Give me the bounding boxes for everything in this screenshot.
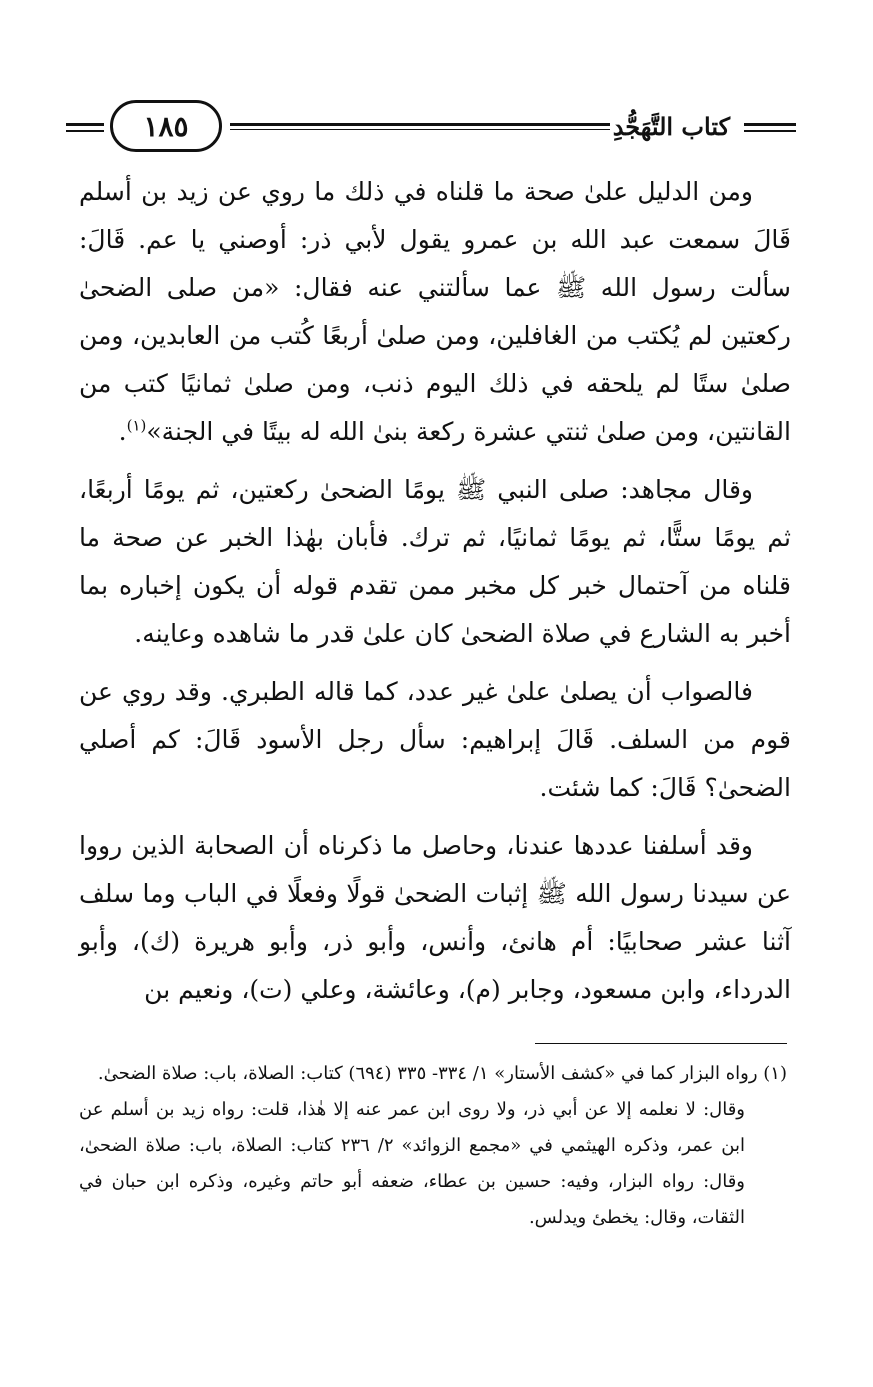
- paragraph: [79, 168, 791, 456]
- page-number: ١٨٥: [110, 100, 222, 152]
- paragraph-end: .: [118, 417, 127, 446]
- paragraph: وقد أسلفنا عددها عندنا، وحاصل ما ذكرناه أن الصحابة الذين رووا عن سيدنا رسول الله ﷺ إثبات الضحىٰ قولًا وفعلًا في الباب وما سلف آثنا عشر صحابيًا: أم هانئ، وأنس، وأبو ذر، وأبو هريرة (ك)، وأبو الدرداء، وابن مسعود، وجابر (م)، وعائشة، وعلي (ت)، ونعيم بن: [79, 831, 791, 1004]
- footnote-line: وقال: لا نعلمه إلا عن أبي ذر، ولا روى ابن عمر عنه إلا هٰذا، قلت: رواه زيد بن أسلم عن ابن عمر، وذكره الهيثمي في «مجمع الزوائد» ٢/ ٢٣٦ كتاب: الصلاة، باب: صلاة الضحىٰ، وقال: رواه البزار، وفيه: حسين بن عطاء، ضعفه أبو حاتم وغيره، وذكره ابن حبان في الثقات، وقال: يخطئ ويدلس.: [79, 1099, 745, 1228]
- running-title: كتاب التَّهَجُّدِ: [612, 112, 730, 141]
- paragraph: فالصواب أن يصلىٰ علىٰ غير عدد، كما قاله الطبري. وقد روي عن قوم من السلف. قَالَ إبراهيم: سأل رجل الأسود قَالَ: كم أصلي الضحىٰ؟ قَالَ: كما شئت.: [79, 677, 791, 802]
- page-header: [66, 96, 796, 160]
- paragraph-text: ومن الدليل علىٰ صحة ما قلناه في ذلك ما روي عن زيد بن أسلم قَالَ سمعت عبد الله بن عمرو يقول لأبي ذر: أوصني يا عم. قَالَ: سألت رسول الله ﷺ عما سألتني عنه فقال: «من صلى الضحىٰ ركعتين لم يُكتب من الغافلين، ومن صلىٰ أربعًا كُتب من العابدين، ومن صلىٰ ستًا لم يلحقه في ذلك اليوم ذنب، ومن صلىٰ ثمانيًا كتب من القانتين، ومن صلىٰ ثنتي عشرة ركعة بنىٰ الله له بيتًا في الجنة»: [79, 177, 791, 446]
- header-rule: [744, 130, 796, 132]
- header-rule: [744, 123, 796, 126]
- header-rule: [66, 130, 104, 132]
- footnote-reference[interactable]: (١): [126, 416, 147, 435]
- footnote-line: (١) رواه البزار كما في «كشف الأستار» ١/ ٣٣٤- ٣٣٥ (٦٩٤) كتاب: الصلاة، باب: صلاة الضحىٰ.: [97, 1063, 787, 1084]
- header-rule: [66, 123, 104, 126]
- main-text: [79, 168, 791, 1024]
- header-rule: [230, 123, 610, 126]
- footnote-separator: [535, 1043, 787, 1044]
- paragraph: وقال مجاهد: صلى النبي ﷺ يومًا الضحىٰ ركعتين، ثم يومًا أربعًا، ثم يومًا ستًّا، ثم يومًا ثمانيًا، ثم ترك. فأبان بهٰذا الخبر عن صحة ما قلناه من آحتمال خبر كل مخبر ممن تقدم قوله أن يكون إخباره بما أخبر به الشارع في صلاة الضحىٰ كان علىٰ قدر ما شاهده وعاينه.: [79, 475, 791, 648]
- footnotes: [79, 1056, 787, 1236]
- header-rule: [230, 129, 610, 130]
